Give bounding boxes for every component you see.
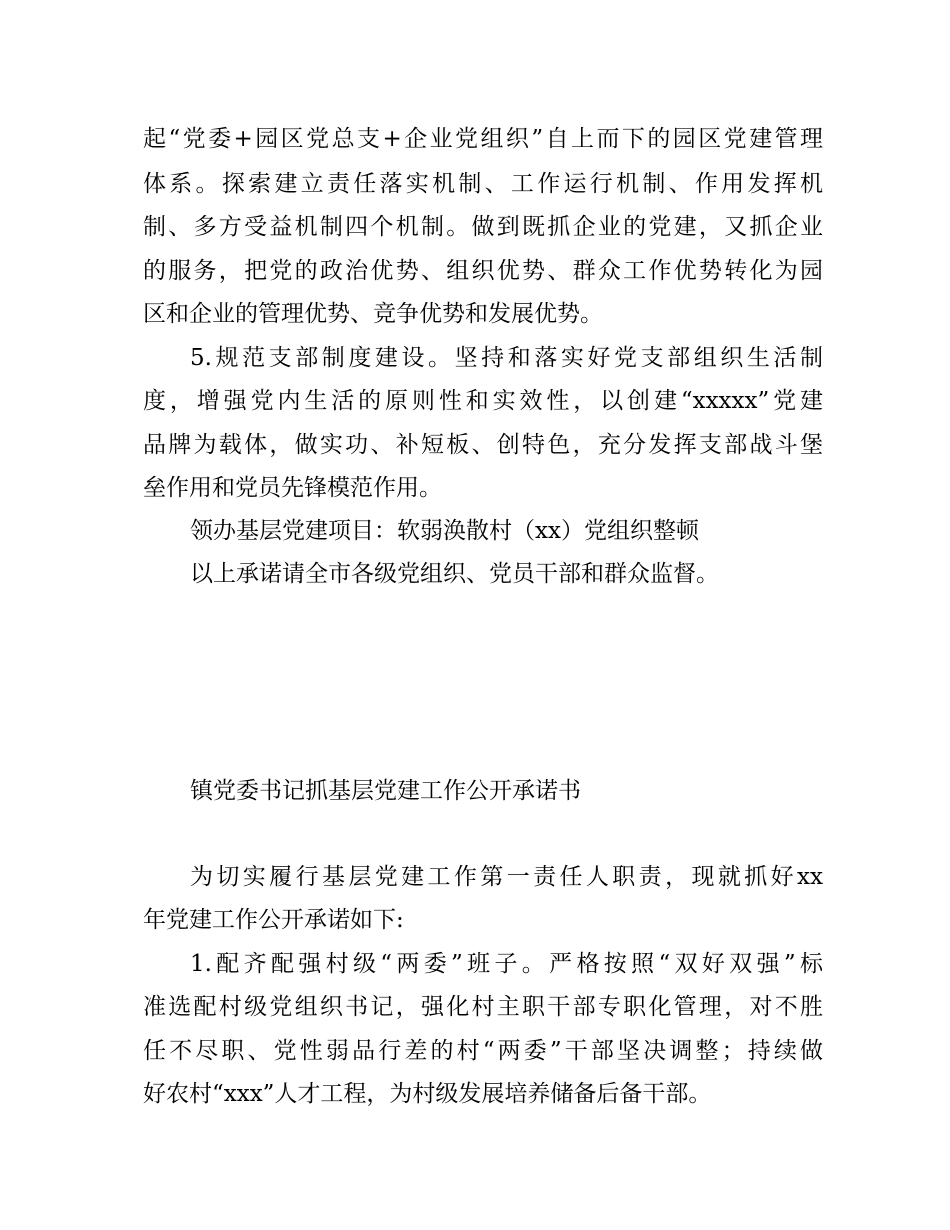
text-line: 起“党委+园区党总支+企业党组织”自上而下的园区党建管理 [143,126,823,152]
text-line: 区和企业的管理优势、竞争优势和发展优势。 [143,301,603,327]
text-line: 为切实履行基层党建工作第一责任人职责，现就抓好xx [190,864,823,890]
text-line: 品牌为载体，做实功、补短板、创特色，充分发挥支部战斗堡 [143,432,823,458]
text-line: 1.配齐配强村级“两委”班子。严格按照“双好双强”标 [190,951,823,977]
text-line: 体系。探索建立责任落实机制、工作运行机制、作用发挥机 [143,171,823,197]
text-line: 垒作用和党员先锋模范作用。 [143,475,442,501]
text-line: 好农村“xxx”人才工程，为村级发展培养储备后备干部。 [143,1081,712,1107]
text-line: 5.规范支部制度建设。坚持和落实好党支部组织生活制 [190,345,823,371]
text-line: 度，增强党内生活的原则性和实效性，以创建“xxxxx”党建 [143,388,823,414]
closing-line: 以上承诺请全市各级党组织、党员干部和群众监督。 [190,561,719,587]
text-line: 准选配村级党组织书记，强化村主职干部专职化管理，对不胜 [143,994,823,1020]
text-line: 制、多方受益机制四个机制。做到既抓企业的党建，又抓企业 [143,214,823,240]
text-line: 年党建工作公开承诺如下: [143,907,404,933]
project-line: 领办基层党建项目：软弱涣散村（xx）党组织整顿 [190,518,699,544]
text-line: 的服务，把党的政治优势、组织优势、群众工作优势转化为园 [143,258,823,284]
text-line: 任不尽职、党性弱品行差的村“两委”干部坚决调整；持续做 [143,1038,823,1064]
document-title: 镇党委书记抓基层党建工作公开承诺书 [190,778,581,804]
